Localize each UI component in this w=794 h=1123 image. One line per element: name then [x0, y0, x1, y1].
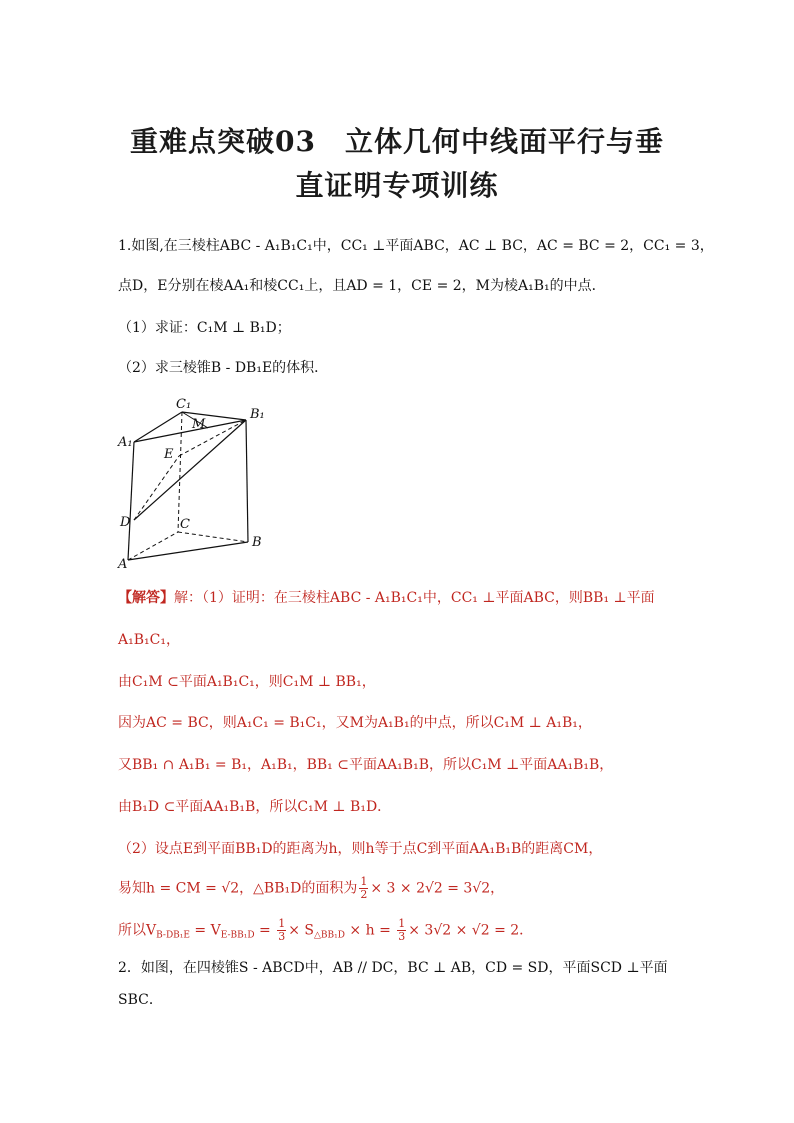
fraction-third-2: [397, 918, 406, 943]
edge-cc1: [178, 412, 182, 532]
solution-line9-d: × S: [288, 922, 314, 939]
solution-line5: 又BB₁ ∩ A₁B₁ = B₁，A₁B₁，BB₁ ⊂平面AA₁B₁B，所以C₁M ⊥平面AA₁B₁B，: [118, 757, 614, 773]
fraction-third-1-num: 1: [278, 917, 286, 930]
problem2-line2: SBC．: [118, 992, 163, 1008]
segment-de: [134, 456, 179, 520]
solution-line6: 由B₁D ⊂平面AA₁B₁B，所以C₁M ⊥ B₁D．: [118, 799, 392, 815]
solution-line9-a: 所以V: [118, 922, 157, 939]
problem2-line1: 2．如图，在四棱锥S - ABCD中，AB // DC，BC ⊥ AB，CD = SD，平面SCD ⊥平面: [118, 960, 668, 976]
label-c1: C₁: [176, 397, 192, 412]
solution-line2: A₁B₁C₁，: [118, 632, 180, 648]
label-c: C: [180, 517, 190, 532]
label-m: M: [192, 417, 206, 432]
fraction-half: [359, 876, 368, 901]
problem1-question2: （2）求三棱锥B - DB₁E的体积．: [118, 360, 329, 376]
edge-cb: [178, 532, 248, 542]
edge-bb1: [246, 420, 248, 542]
solution-line8-a: 易知h = CM = √2，△BB₁D的面积为: [118, 880, 358, 897]
edge-aa1: [128, 442, 134, 560]
page-title-line2: 直证明专项训练: [295, 169, 499, 202]
solution-line1-text: 解：（1）证明：在三棱柱ABC - A₁B₁C₁中，CC₁ ⊥平面ABC，则BB₁ ⊥平面: [174, 590, 655, 606]
solution-line9-e: × h =: [344, 922, 396, 939]
fraction-half-num: 1: [360, 875, 368, 888]
segment-db1: [134, 420, 246, 520]
fraction-third-2-num: 1: [398, 917, 406, 930]
solution-line8-b: × 3 × 2√2 = 3√2，: [370, 880, 505, 897]
edge-ab: [128, 542, 248, 560]
solution-line9-f: × 3√2 × √2 = 2．: [408, 922, 534, 939]
fraction-third-2-den: 3: [398, 930, 406, 943]
fraction-third-1: [277, 918, 286, 943]
solution-line3: 由C₁M ⊂平面A₁B₁C₁，则C₁M ⊥ BB₁，: [118, 674, 376, 690]
solution-line9-c: =: [254, 922, 276, 939]
fraction-third-1-den: 3: [278, 930, 286, 943]
prism-figure: [112, 392, 272, 572]
problem1-question1: （1）求证：C₁M ⊥ B₁D；: [118, 320, 291, 336]
problem1-stem-line2: 点D，E分别在棱AA₁和棱CC₁上，且AD = 1，CE = 2，M为棱A₁B₁的中点．: [118, 278, 606, 294]
page-title-line1: 重难点突破03 立体几何中线面平行与垂: [130, 125, 664, 158]
fraction-half-den: 2: [360, 888, 368, 901]
label-e: E: [164, 447, 174, 462]
volume-sub-2: E-BB₁D: [220, 930, 255, 941]
problem1-stem-line1: 1.如图,在三棱柱ABC - A₁B₁C₁中，CC₁ ⊥平面ABC，AC ⊥ BC，AC = BC = 2，CC₁ = 3，: [118, 238, 714, 254]
label-b: B: [252, 535, 262, 550]
solution-line4: 因为AC = BC，则A₁C₁ = B₁C₁，又M为A₁B₁的中点，所以C₁M ⊥ A₁B₁，: [118, 715, 592, 731]
label-d: D: [120, 515, 131, 530]
area-sub: △BB₁D: [313, 930, 345, 941]
answer-tag: 【解答】: [118, 590, 174, 606]
solution-line9-b: = V: [189, 922, 221, 939]
volume-sub-1: B-DB₁E: [156, 930, 190, 941]
label-b1: B₁: [250, 407, 265, 422]
solution-line9: [118, 918, 533, 946]
label-a1: A₁: [118, 435, 133, 450]
solution-line7: （2）设点E到平面BB₁D的距离为h，则h等于点C到平面AA₁B₁B的距离CM，: [118, 841, 603, 857]
solution-line8: [118, 876, 504, 901]
solution-line1: [118, 588, 655, 608]
label-a: A: [118, 557, 128, 572]
